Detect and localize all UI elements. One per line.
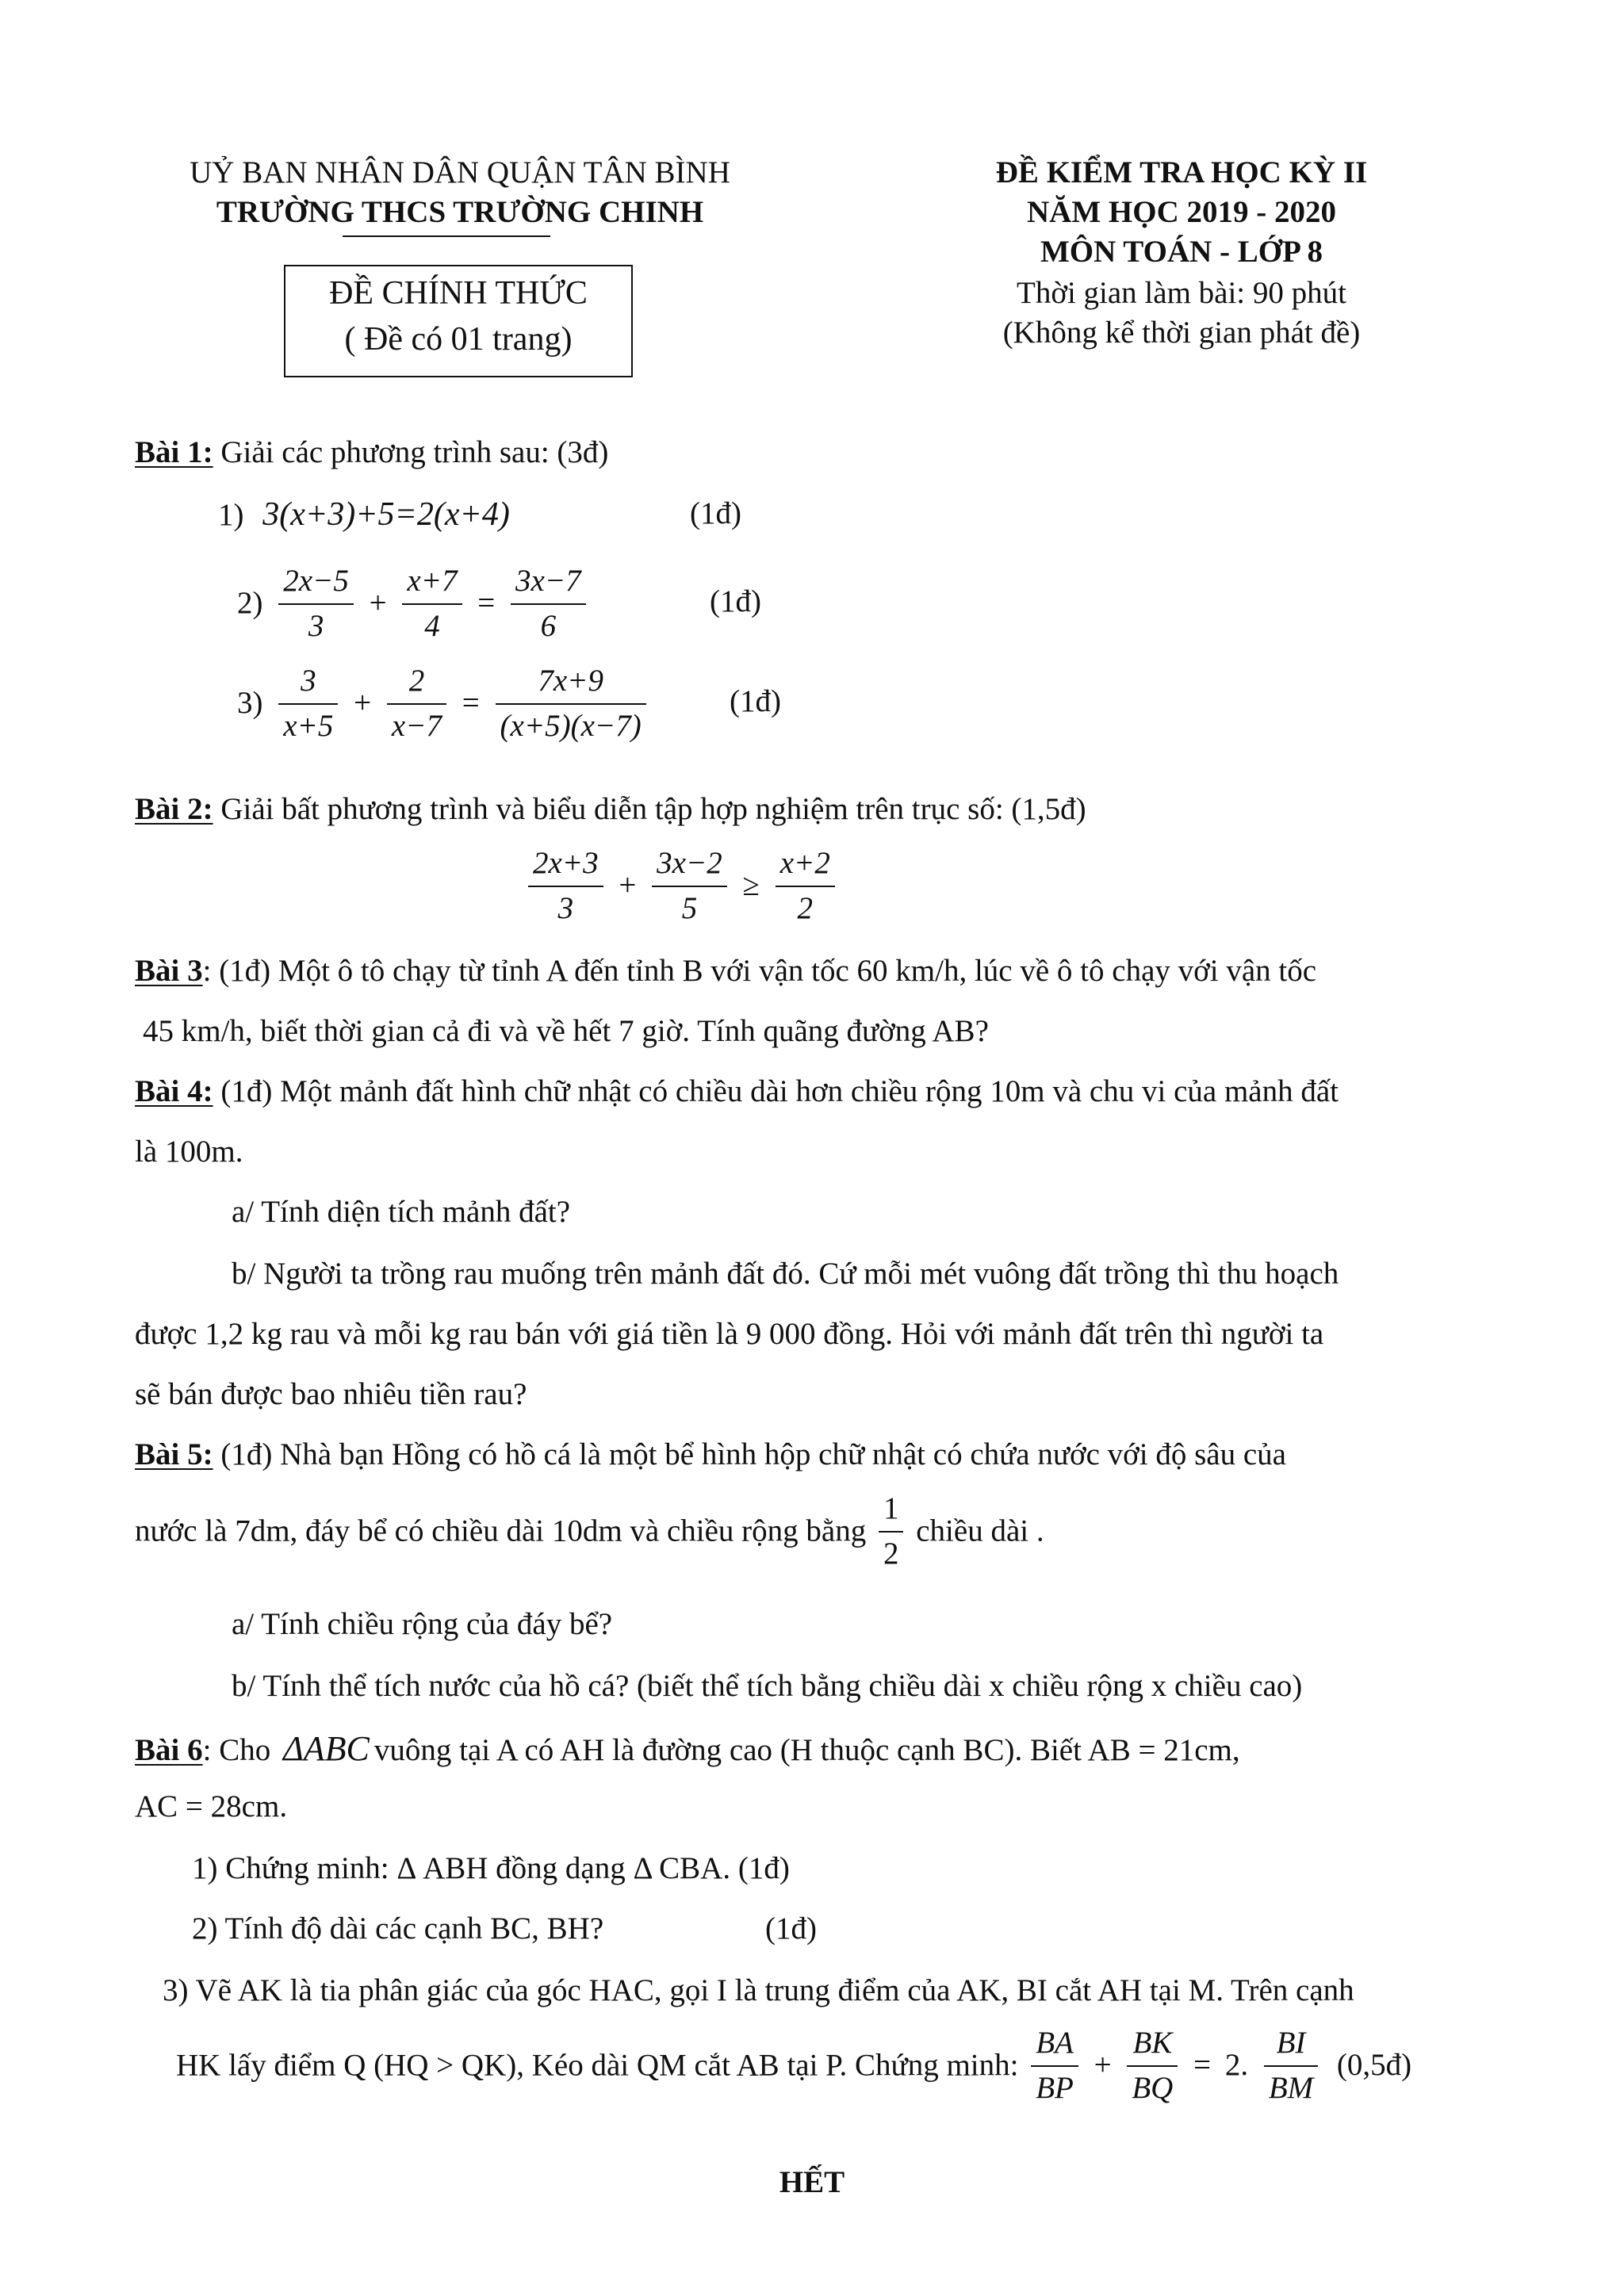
header-authority: UỶ BAN NHÂN DÂN QUẬN TÂN BÌNH <box>190 155 730 189</box>
bai4-qb-line3: sẽ bán được bao nhiêu tiền rau? <box>135 1377 527 1411</box>
bai6-q1: 1) Chứng minh: Δ ABH đồng dạng Δ CBA. (1đ) <box>192 1851 790 1885</box>
bai6-line1: Bài 6: Cho ΔABC vuông tại A có AH là đường cao (H thuộc cạnh BC). Biết AB = 21cm, <box>135 1729 1240 1768</box>
bai3-line1: Bài 3: (1đ) Một ô tô chạy từ tỉnh A đến tỉnh B với vận tốc 60 km/h, lúc về ô tô chạy với vận tốc <box>135 954 1317 988</box>
triangle-abc: ΔABC <box>282 1729 370 1768</box>
bai6-label: Bài 6 <box>135 1733 203 1767</box>
bai6-line2: AC = 28cm. <box>135 1789 288 1823</box>
bai4-qb-line1: b/ Người ta trồng rau muống trên mảnh đất đó. Cứ mỗi mét vuông đất trồng thì thu hoạch <box>232 1257 1339 1291</box>
bai1-q1: 1) 3(x+3)+5=2(x+4) <box>218 496 510 533</box>
bai4-qb-line2: được 1,2 kg rau và mỗi kg rau bán với giá tiền là 9 000 đồng. Hỏi với mảnh đất trên thì người ta <box>135 1317 1324 1351</box>
bai5-line1: Bài 5: (1đ) Nhà bạn Hồng có hồ cá là một bể hình hộp chữ nhật có chứa nước với độ sâu của <box>135 1437 1286 1471</box>
school-year: NĂM HỌC 2019 - 2020 <box>1027 195 1336 229</box>
bai6-q3-line1: 3) Vẽ AK là tia phân giác của góc HAC, gọi I là trung điểm của AK, BI cắt AH tại M. Trên cạnh <box>163 1973 1354 2007</box>
header-school-underline <box>343 235 550 237</box>
header-school: TRƯỜNG THCS TRƯỜNG CHINH <box>216 195 704 229</box>
bai5-label: Bài 5: <box>135 1437 213 1471</box>
bai2-inequality: $\frac{2x+3}{3}$ + $\frac{3x-2}{5}$ ≥ $\frac{x+2}{2}$ <box>523 847 840 926</box>
time-limit: Thời gian làm bài: 90 phút <box>1017 276 1346 310</box>
bai1-q3-points: (1đ) <box>730 684 781 718</box>
bai4-qa: a/ Tính diện tích mảnh đất? <box>232 1195 571 1229</box>
subject-grade: MÔN TOÁN - LỚP 8 <box>1040 235 1323 269</box>
bai1-q1-points: (1đ) <box>690 496 741 530</box>
bai6-q2-points: (1đ) <box>765 1911 817 1946</box>
bai1-heading: Bài 1: Giải các phương trình sau: (3đ) <box>135 435 609 469</box>
bai5-qb: b/ Tính thể tích nước của hồ cá? (biết thể tích bằng chiều dài x chiều rộng x chiều cao) <box>232 1669 1303 1703</box>
bai1-q1-equation: 3(x+3)+5=2(x+4) <box>262 496 510 533</box>
bai1-q2-points: (1đ) <box>710 584 761 618</box>
bai1-q2: 2) $\frac{2x-5}{3}$ + $\frac{x+7}{4}$ = $\frac{3x-7}{6}$ <box>234 564 591 644</box>
bai1-label: Bài 1 <box>135 435 203 469</box>
bai2-heading: Bài 2: Giải bất phương trình và biểu diễn tập hợp nghiệm trên trục số: (1,5đ) <box>135 792 1086 826</box>
bai1-q3: 3) $\frac{3}{x+5}$ + $\frac{2}{x-7}$ = $\frac{7x+9}{(x+5)(x-7)}$ <box>234 664 651 744</box>
official-label: ĐỀ CHÍNH THỨC <box>329 275 588 312</box>
time-note: (Không kể thời gian phát đề) <box>1002 316 1361 350</box>
end-mark: HẾT <box>779 2165 845 2199</box>
bai3-label: Bài 3 <box>135 954 203 988</box>
bai6-q3-line2: HK lấy điểm Q (HQ > QK), Kéo dài QM cắt AB tại P. Chứng minh: $\frac{BA}{BP}$ + $\frac{BK}{BQ}$ = 2. $\frac{BI}{BM}$ (0,5đ) <box>176 2026 1412 2105</box>
bai3-line2: 45 km/h, biết thời gian cả đi và về hết 7 giờ. Tính quãng đường AB? <box>143 1014 989 1048</box>
exam-title: ĐỀ KIỂM TRA HỌC KỲ II <box>995 155 1368 189</box>
bai5-qa: a/ Tính chiều rộng của đáy bể? <box>232 1607 613 1641</box>
bai4-label: Bài 4: <box>135 1074 213 1108</box>
bai2-label: Bài 2: <box>135 792 213 826</box>
bai4-line2: là 100m. <box>135 1135 243 1169</box>
bai5-line2: nước là 7dm, đáy bể có chiều dài 10dm và chiều rộng bằng $\frac{1}{2}$ chiều dài . <box>135 1491 1044 1571</box>
bai6-q2: 2) Tính độ dài các cạnh BC, BH? <box>192 1911 604 1946</box>
bai4-line1: Bài 4: (1đ) Một mảnh đất hình chữ nhật có chiều dài hơn chiều rộng 10m và chu vi của mảnh đất <box>135 1074 1339 1108</box>
page-count-note: ( Đề có 01 trang) <box>344 321 573 358</box>
